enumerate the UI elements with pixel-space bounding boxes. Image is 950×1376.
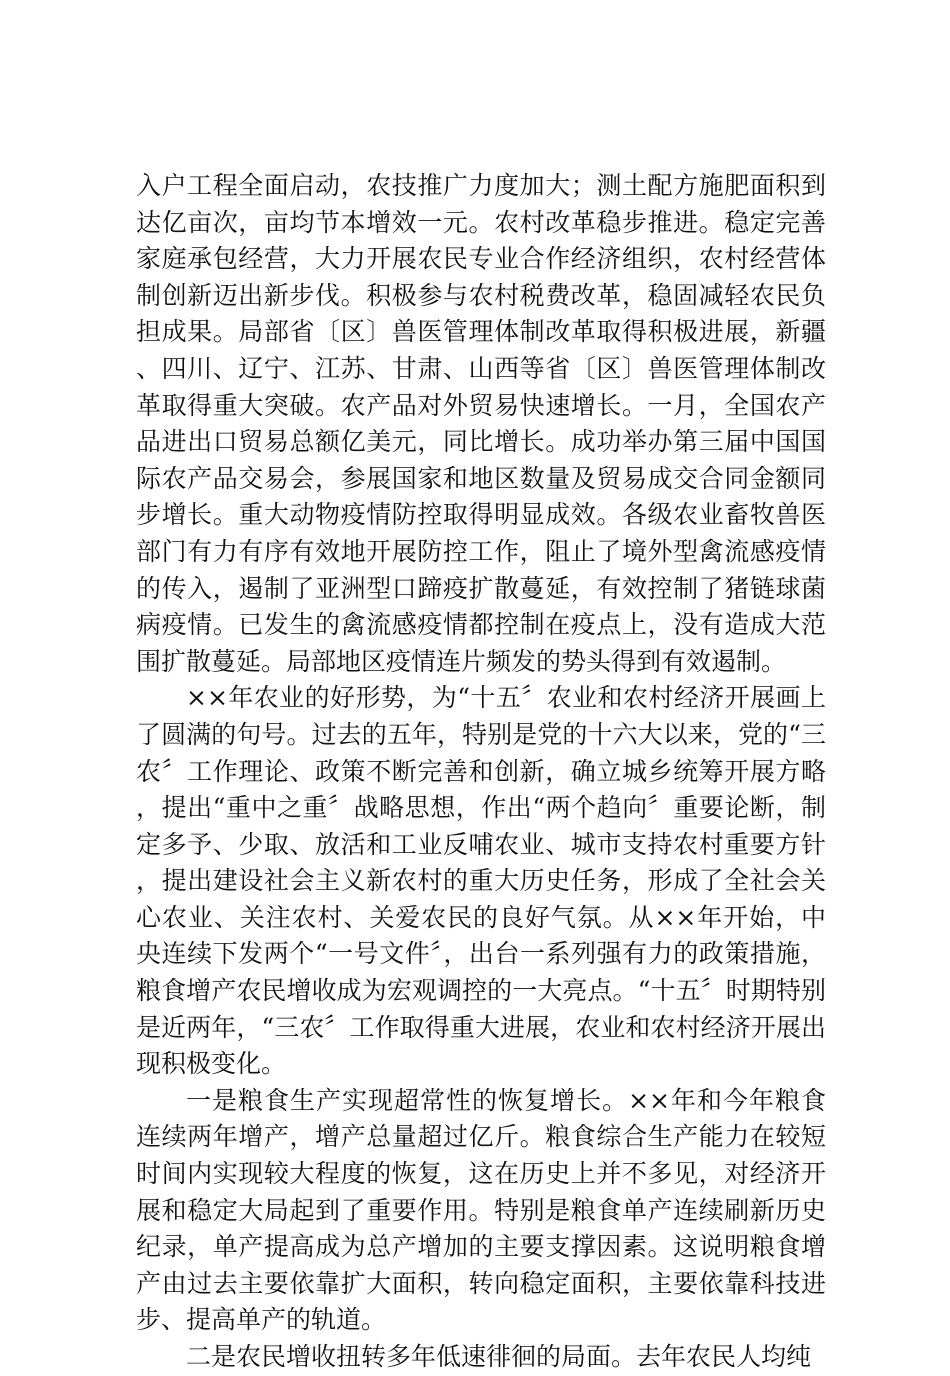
body-text: [136, 168, 826, 1376]
paragraph-continued: 入户工程全面启动，农技推广力度加大；测土配方施肥面积到达亿亩次，亩均节本增效一元。农村改革稳步推进。稳定完善家庭承包经营，大力开展农民专业合作经济组织，农村经营体制创新迈出新步伐。积极参与农村税费改革，稳固减轻农民负担成果。局部省〔区〕兽医管理体制改革取得积极进展，新疆、四川、辽宁、江苏、甘肃、山西等省〔区〕兽医管理体制改革取得重大突破。农产品对外贸易快速增长。一月，全国农产品进出口贸易总额亿美元，同比增长。成功举办第三届中国国际农产品交易会，参展国家和地区数量及贸易成交合同金额同步增长。重大动物疫情防控取得明显成效。各级农业畜牧兽医部门有力有序有效地开展防控工作，阻止了境外型禽流感疫情的传入，遏制了亚洲型口蹄疫扩散蔓延，有效控制了猪链球菌病疫情。已发生的禽流感疫情都控制在疫点上，没有造成大范围扩散蔓延。局部地区疫情连片频发的势头得到有效遏制。: [136, 171, 826, 676]
paragraph-farmer-income: 二是农民增收扭转多年低速徘徊的局面。去年农民人均纯: [186, 1342, 812, 1371]
paragraph-grain-production: 一是粮食生产实现超常性的恢复增长。××年和今年粮食连续两年增产，增产总量超过亿斤。粮食综合生产能力在较短时间内实现较大程度的恢复，这在历史上并不多见，对经济开展和稳定大局起到了重要作用。特别是粮食单产连续刷新历史纪录，单产提高成为总产增加的主要支撑因素。这说明粮食增产由过去主要依靠扩大面积，转向稳定面积，主要依靠科技进步、提高单产的轨道。: [136, 1085, 826, 1335]
paragraph-fifteenth-plan-summary: ××年农业的好形势，为“十五〞农业和农村经济开展画上了圆满的句号。过去的五年，特别是党的十六大以来，党的“三农〞工作理论、政策不断完善和创新，确立城乡统筹开展方略，提出“重中之重〞战略思想，作出“两个趋向〞重要论断，制定多予、少取、放活和工业反哺农业、城市支持农村重要方针，提出建设社会主义新农村的重大历史任务，形成了全社会关心农业、关注农村、关爱农民的良好气氛。从××年开始，中央连续下发两个“一号文件〞，出台一系列强有力的政策措施，粮食增产农民增收成为宏观调控的一大亮点。“十五〞时期特别是近两年，“三农〞工作取得重大进展，农业和农村经济开展出现积极变化。: [136, 683, 826, 1079]
